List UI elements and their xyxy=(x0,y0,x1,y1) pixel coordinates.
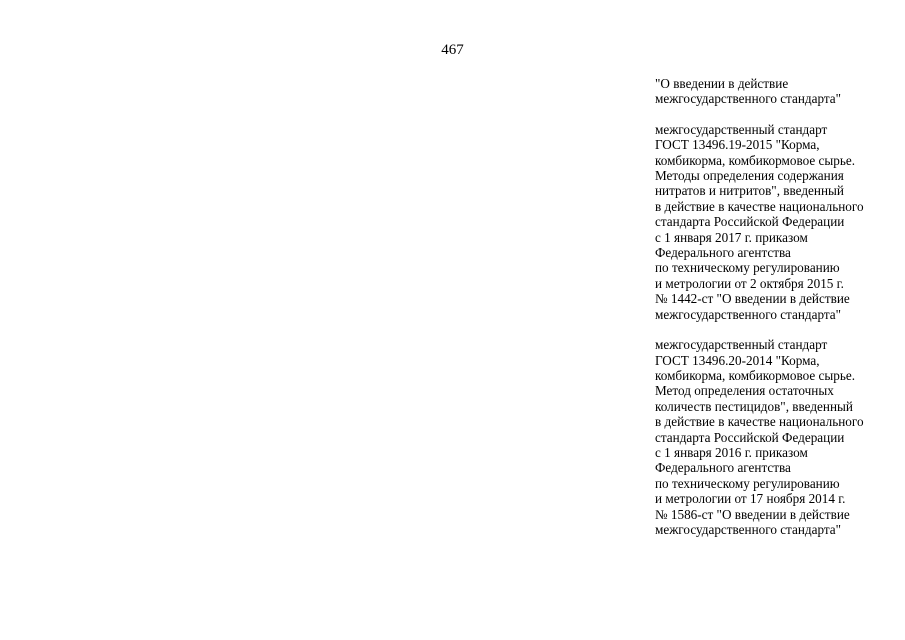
text-line: и метрологии от 2 октября 2015 г. xyxy=(655,275,844,291)
text-line: межгосударственный стандарт xyxy=(655,121,828,137)
text-line: количеств пестицидов", введенный xyxy=(655,398,853,414)
text-line: комбикорма, комбикормовое сырье. xyxy=(655,152,855,168)
text-block-intro xyxy=(655,76,895,107)
text-line: стандарта Российской Федерации xyxy=(655,429,845,445)
text-block-gost-13496-20 xyxy=(655,337,895,537)
text-line: межгосударственного стандарта" xyxy=(655,521,842,537)
text-line: № 1586-ст "О введении в действие xyxy=(655,506,850,522)
text-line: в действие в качестве национального xyxy=(655,414,864,430)
text-line: межгосударственного стандарта" xyxy=(655,91,842,107)
text-line: с 1 января 2017 г. приказом xyxy=(655,229,808,245)
text-line: стандарта Российской Федерации xyxy=(655,214,845,230)
text-line: и метрологии от 17 ноября 2014 г. xyxy=(655,491,846,507)
text-line: в действие в качестве национального xyxy=(655,198,864,214)
text-line: межгосударственный стандарт xyxy=(655,337,828,353)
text-line: ГОСТ 13496.19-2015 "Корма, xyxy=(655,137,820,153)
text-line: с 1 января 2016 г. приказом xyxy=(655,444,808,460)
text-line: Методы определения содержания xyxy=(655,168,844,184)
page-number: 467 xyxy=(441,42,464,58)
text-line: Метод определения остаточных xyxy=(655,383,834,399)
text-line: комбикорма, комбикормовое сырье. xyxy=(655,367,855,383)
text-line: ГОСТ 13496.20-2014 "Корма, xyxy=(655,352,820,368)
text-line: по техническому регулированию xyxy=(655,475,840,491)
text-line: "О введении в действие xyxy=(655,76,789,91)
text-line: Федерального агентства xyxy=(655,245,791,261)
text-line: по техническому регулированию xyxy=(655,260,840,276)
text-block-gost-13496-19 xyxy=(655,122,895,322)
text-line: нитратов и нитритов", введенный xyxy=(655,183,844,199)
text-line: Федерального агентства xyxy=(655,460,791,476)
document-text-column xyxy=(655,76,895,552)
text-line: межгосударственного стандарта" xyxy=(655,306,842,322)
text-line: № 1442-ст "О введении в действие xyxy=(655,291,850,307)
